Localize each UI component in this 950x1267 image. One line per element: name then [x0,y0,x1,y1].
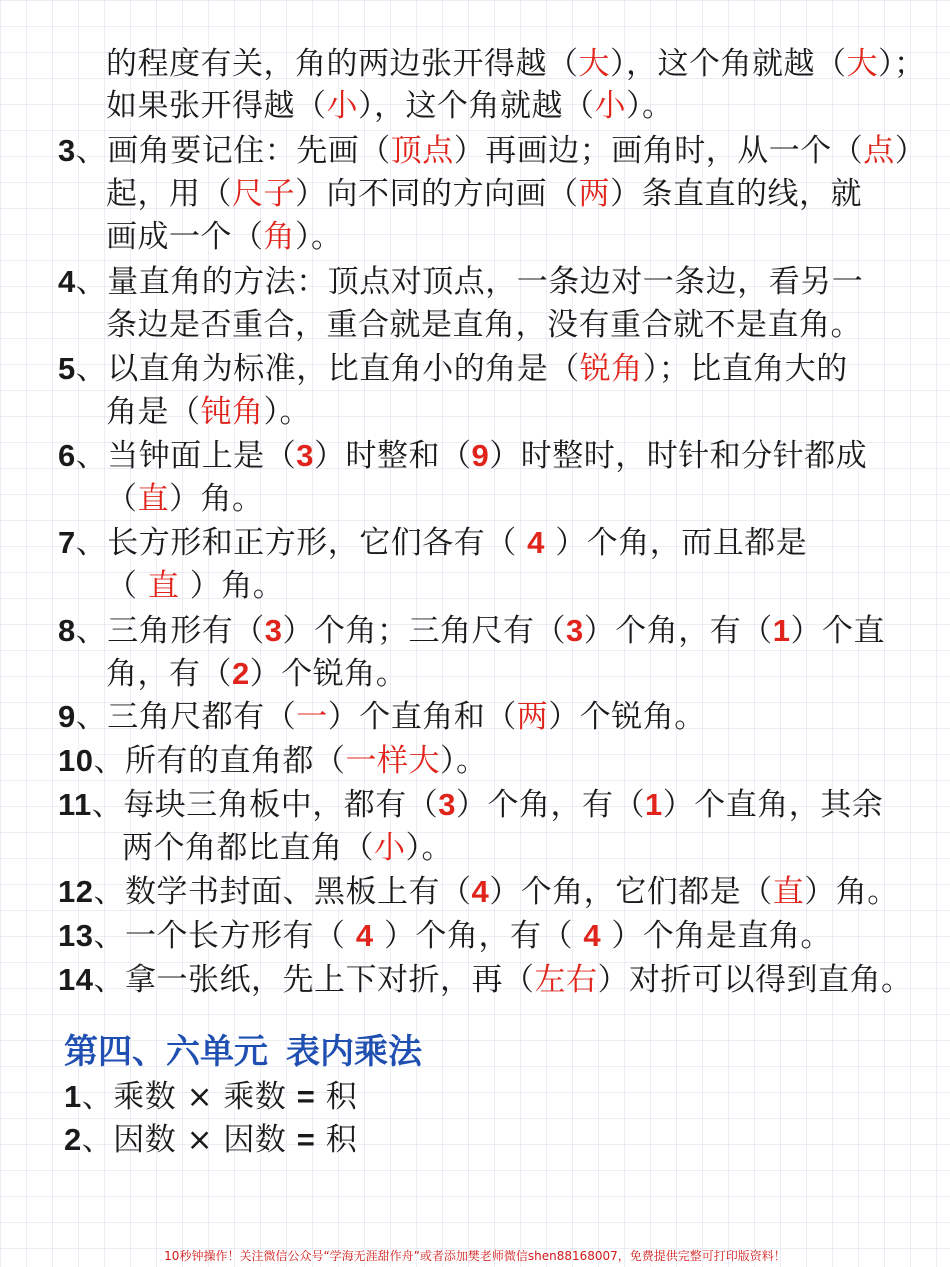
text-line [106,305,862,345]
answer-text: 一样大 [345,743,440,779]
line-text: ）个直角和（ [327,699,517,735]
line-text: ）个角，有（ [583,613,773,649]
line-text: 、拿一张纸，先上下对折，再（ [93,962,535,998]
line-text: 条边是否重合，重合就是直角，没有重合就不是直角。 [106,307,862,343]
item-number: = [296,1079,316,1114]
answer-text: 2 [232,656,250,691]
line-text: 、因数 × 因数 [81,1122,297,1158]
text-line [106,566,284,606]
item-number: 12 [58,874,94,909]
answer-text: 3 [296,438,314,473]
line-text: 、画角要记住：先画（ [75,133,391,169]
text-line [106,392,311,432]
text-line [58,697,706,737]
text-line [106,479,264,519]
item-number: 11 [58,787,92,822]
line-text: （ [106,568,148,604]
answer-text: 3 [438,787,457,822]
line-text: ）个角，有（ [456,787,646,823]
text-line [58,523,807,563]
line-text: ）时整时，时针和分针都成 [489,438,868,474]
answer-text: 角 [263,219,295,255]
line-text: 的程度有关，角的两边张开得越（ [106,46,579,82]
answer-text: 锐角 [579,351,643,387]
line-text: ）个锐角。 [548,699,706,735]
item-number: 8 [58,613,76,648]
line-text: ）个角；三角尺有（ [282,613,566,649]
answer-text: 4 [583,918,602,953]
answer-text: 大 [846,46,878,82]
line-text: ）向不同的方向画（ [295,176,579,212]
text-line [58,131,926,171]
line-text: 、量直角的方法：顶点对顶点，一条边对一条边，看另一 [75,264,864,300]
answer-text: 9 [471,438,490,473]
line-text: ）时整和（ [314,438,472,474]
text-line [106,44,926,84]
line-text: 、以直角为标准，比直角小的角是（ [75,351,580,387]
line-text: ）个锐角。 [249,656,408,692]
line-text: ）个角是直角。 [601,918,832,954]
answer-text: 3 [566,613,584,648]
text-line [106,86,674,126]
text-line [58,262,863,302]
line-text: ）条直直的线，就 [610,176,862,212]
text-line [58,872,899,912]
line-text: ）角。 [169,481,264,517]
line-text: 、当钟面上是（ [75,438,297,474]
line-text: 、乘数 × 乘数 [81,1079,297,1115]
footer-note: 10秒钟操作！关注微信公众号“学海无涯甜作舟”或者添加樊老师微信shen88168007，免费提供完整可打印版资料！ [164,1249,786,1263]
line-text: ），这个角就越（ [610,46,847,82]
item-number: 1 [64,1079,82,1114]
answer-text: 一 [296,699,328,735]
line-text: 角是（ [106,394,201,430]
line-text: 起，用（ [106,176,232,212]
line-text: ）。 [263,394,311,430]
section-heading [64,1030,422,1074]
answer-text: 左右 [534,962,598,998]
item-number: 7 [58,525,76,560]
line-text: 、一个长方形有（ [93,918,356,954]
answer-text: 直 [137,481,169,517]
line-text: ） [894,133,927,169]
text-line [64,1120,357,1160]
line-text: 、三角尺都有（ [75,699,297,735]
text-line [58,916,832,956]
text-line [58,349,848,389]
answer-text: 直 [147,568,180,604]
text-line [106,174,862,214]
text-line [106,217,343,257]
answer-text: 大 [578,46,610,82]
line-text: ）；比直角大的 [642,351,848,387]
answer-text: 直 [772,874,805,910]
text-line [58,785,883,825]
text-line [122,828,453,868]
item-number: 14 [58,962,94,997]
answer-text: 3 [264,613,283,648]
answer-text: 点 [863,133,895,169]
item-number: 9 [58,699,76,734]
line-text: ）个直 [790,613,885,649]
text-line [106,654,407,694]
section-heading-unit: 第四、六单元 [64,1032,268,1072]
item-number: 13 [58,918,94,953]
answer-text: 4 [527,525,545,560]
line-text: ）； [878,46,926,82]
answer-text: 1 [645,787,663,822]
text-line [58,741,487,781]
line-text: ）。 [626,88,674,124]
answer-text: 两 [578,176,610,212]
line-text: 、三角形有（ [75,613,265,649]
line-text: ）对折可以得到直角。 [597,962,913,998]
line-text: ）再画边；画角时，从一个（ [453,133,864,169]
line-text: 、数学书封面、黑板上有（ [93,874,472,910]
line-text: 角，有（ [106,656,232,692]
line-text: ）。 [405,830,453,866]
line-text: 如果张开得越（ [106,88,327,124]
line-text: ）个角，有（ [373,918,584,954]
line-text: ）个直角，其余 [662,787,884,823]
line-text: 积 [315,1079,358,1115]
item-number: 10 [58,743,94,778]
answer-text: 小 [374,830,406,866]
item-number: 2 [64,1122,82,1157]
item-number: 3 [58,133,76,168]
line-text: 、长方形和正方形，它们各有（ [75,525,528,561]
answer-text: 小 [326,88,358,124]
line-text: 、每块三角板中，都有（ [91,787,439,823]
line-text: ）。 [439,743,488,779]
answer-text: 两 [516,699,549,735]
item-number: = [296,1122,316,1157]
line-text: 画成一个（ [106,219,264,255]
line-text: 两个角都比直角（ [122,830,374,866]
line-text: ）个角，它们都是（ [489,874,773,910]
text-line [64,1077,357,1117]
answer-text: 顶点 [390,133,454,169]
answer-text: 尺子 [232,176,295,212]
item-number: 5 [58,351,76,386]
line-text: ）。 [295,219,343,255]
answer-text: 4 [355,918,374,953]
line-text: ）角。 [179,568,285,604]
item-number: 6 [58,438,76,473]
answer-text: 钝角 [200,394,264,430]
item-number: 4 [58,264,76,299]
line-text: ）角。 [804,874,899,910]
line-text: ）个角，而且都是 [544,525,808,561]
answer-text: 小 [594,88,626,124]
text-line [58,436,867,476]
line-text: （ [106,481,138,517]
text-line [58,960,912,1000]
answer-text: 1 [772,613,791,648]
section-heading-topic: 表内乘法 [286,1032,422,1072]
answer-text: 4 [471,874,490,909]
line-text: 积 [315,1122,358,1158]
line-text: 、所有的直角都（ [93,743,346,779]
text-line [58,611,885,651]
line-text: ），这个角就越（ [358,88,595,124]
